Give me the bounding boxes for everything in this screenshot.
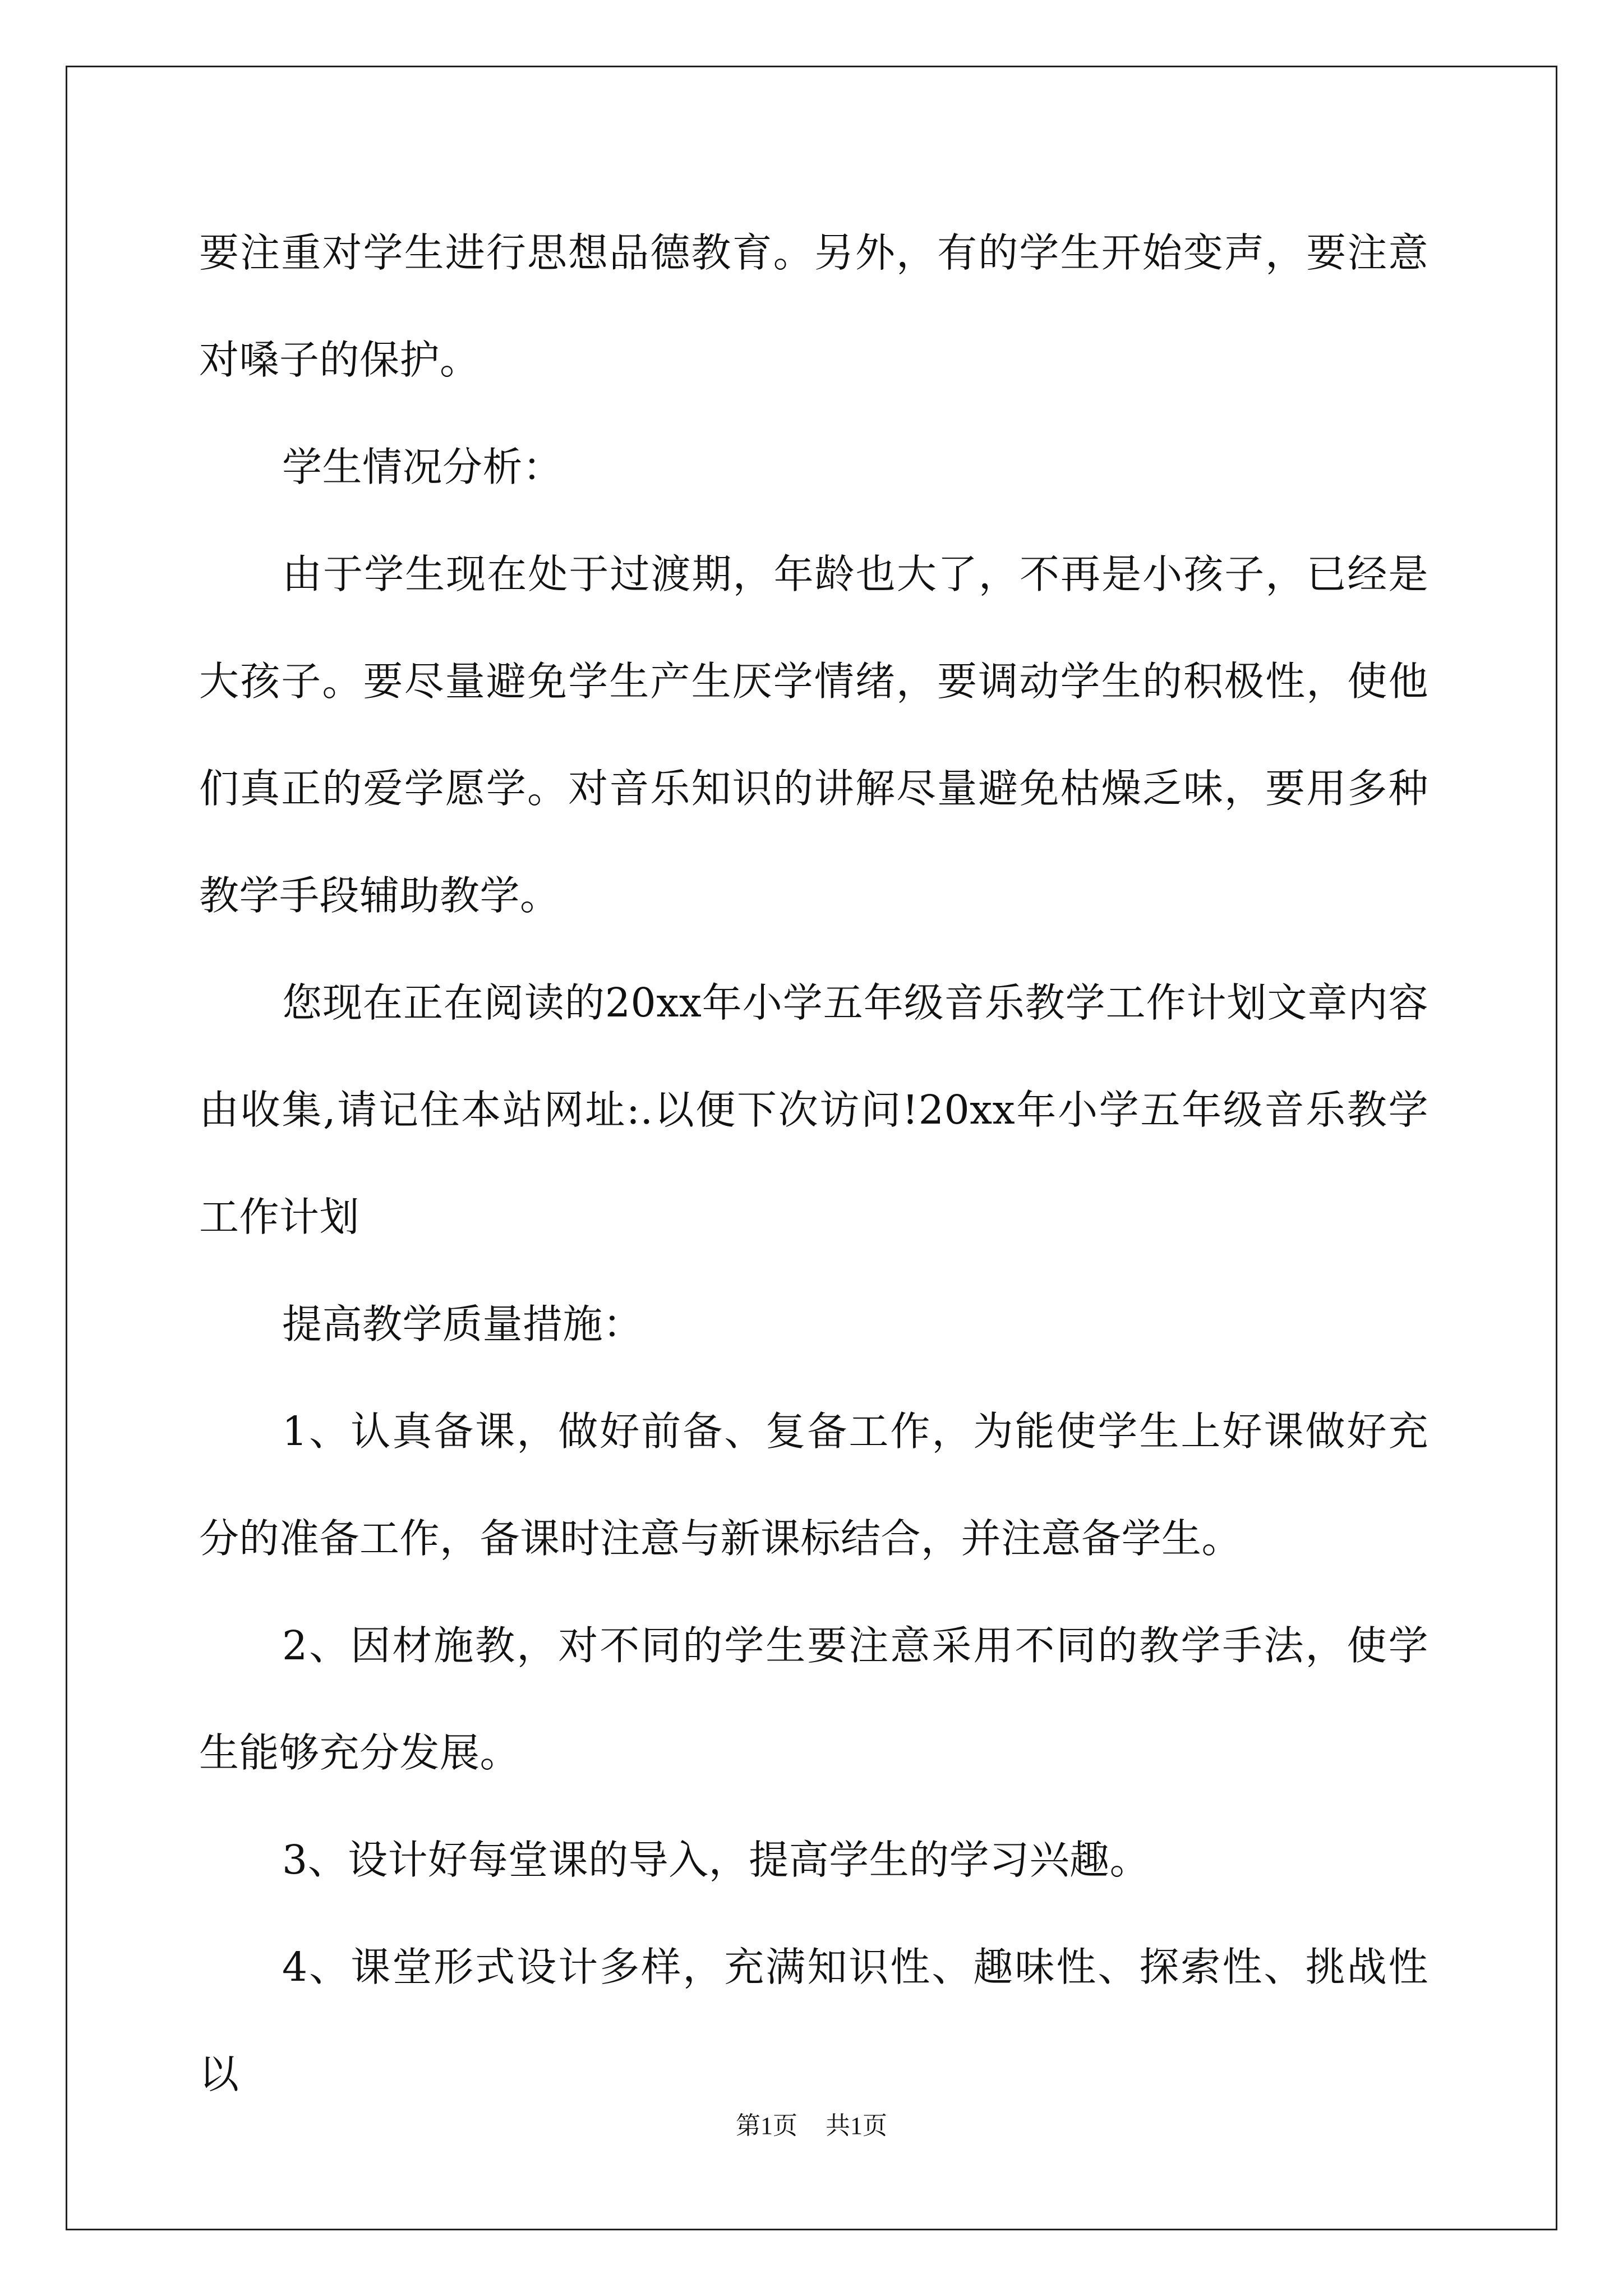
paragraph-9: 4、课堂形式设计多样，充满知识性、趣味性、探索性、挑战性以 xyxy=(199,1944,1428,2097)
paragraph-1: 要注重对学生进行思想品德教育。另外，有的学生开始变声，要注意对嗓子的保护。 xyxy=(199,229,1428,383)
page-number: 第1页 xyxy=(736,2112,797,2139)
paragraph-5: 提高教学质量措施： xyxy=(282,1301,643,1347)
paragraph-8: 3、设计好每堂课的导入，提高学生的学习兴趣。 xyxy=(282,1837,1150,1883)
page-footer xyxy=(0,2109,1623,2143)
paragraph-7: 2、因材施教，对不同的学生要注意采用不同的教学手法，使学生能够充分发展。 xyxy=(199,1622,1428,1776)
page-total: 共1页 xyxy=(826,2112,887,2139)
paragraph-4: 您现在正在阅读的20xx年小学五年级音乐教学工作计划文章内容由收集,请记住本站网址:.以便下次访问!20xx年小学五年级音乐教学工作计划 xyxy=(199,979,1428,1240)
paragraph-6: 1、认真备课，做好前备、复备工作，为能使学生上好课做好充分的准备工作，备课时注意与新课标结合，并注意备学生。 xyxy=(199,1408,1428,1562)
document-body xyxy=(199,199,1428,2128)
paragraph-3: 由于学生现在处于过渡期，年龄也大了，不再是小孩子，已经是大孩子。要尽量避免学生产生厌学情绪，要调动学生的积极性，使他们真正的爱学愿学。对音乐知识的讲解尽量避免枯燥乏味，要用多种教学手段辅助教学。 xyxy=(199,551,1428,919)
paragraph-2: 学生情况分析： xyxy=(282,444,563,490)
